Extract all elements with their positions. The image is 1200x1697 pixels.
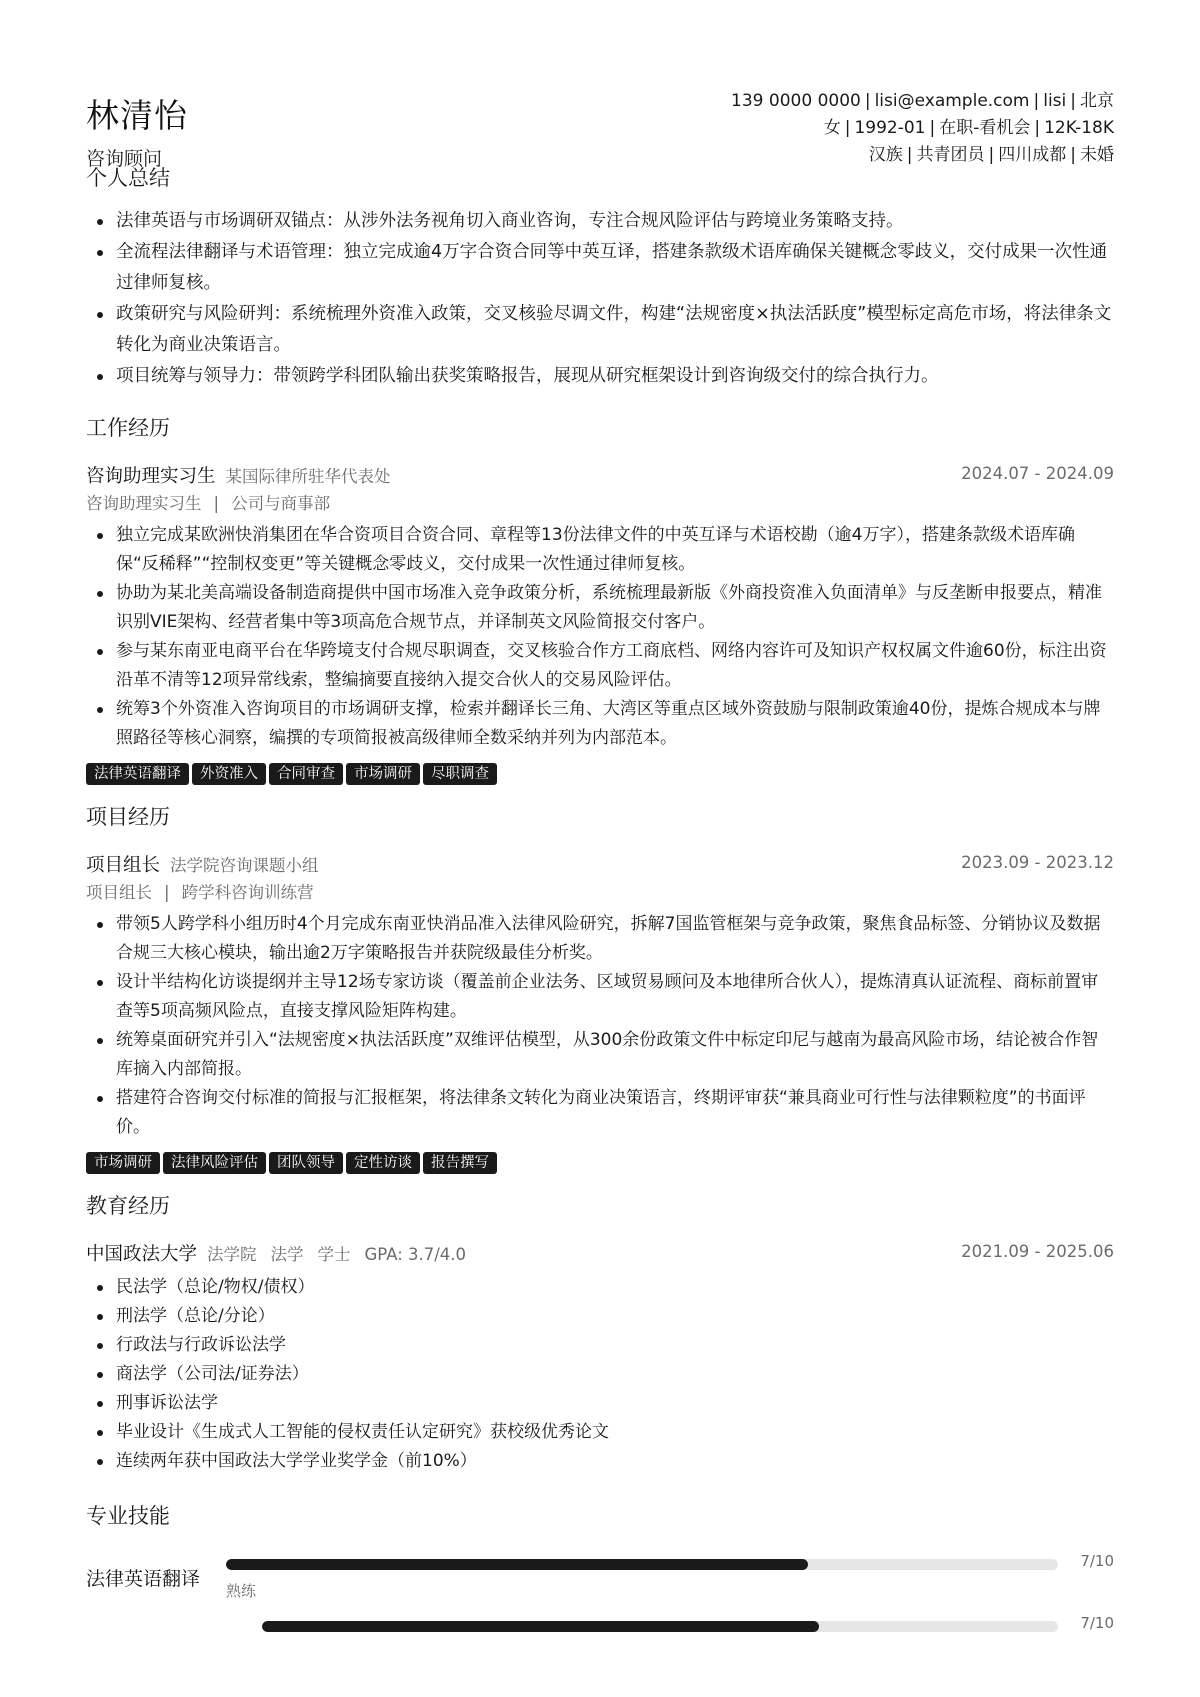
skill-tag: 定性访谈 — [346, 1152, 420, 1174]
major: 法学 — [270, 1245, 304, 1264]
projects-section — [86, 801, 1114, 1178]
skill-tag: 合同审查 — [269, 763, 343, 785]
skill-row — [86, 1614, 1114, 1676]
project-bullet: 搭建符合咨询交付标准的简报与汇报框架，将法律条文转化为商业决策语言，终期评审获“兼具商业可行性与法律颗粒度”的书面评价。 — [116, 1084, 1114, 1142]
project-dates: 2023.09 - 2023.12 — [961, 853, 1114, 872]
work-bullet: 协助为某北美高端设备制造商提供中国市场准入竞争政策分析，系统梳理最新版《外商投资准入负面清单》与反垄断申报要点，精准识别VIE架构、经营者集中等3项高危合规节点，并译制英文风险简报交付客户。 — [116, 579, 1114, 637]
work-sub-dept: 公司与商事部 — [231, 494, 331, 513]
work-position: 咨询助理实习生 — [86, 466, 216, 487]
work-bullet: 独立完成某欧洲快消集团在华合资项目合资合同、章程等13份法律文件的中英互译与术语校勘（逾4万字），搭建条款级术语库确保“反稀释”“控制权变更”等关键概念零歧义，交付成果一次性通过律师复核。 — [116, 521, 1114, 579]
summary-item: 项目统筹与领导力：带领跨学科团队输出获奖策略报告，展现从研究框架设计到咨询级交付的综合执行力。 — [116, 361, 1114, 392]
skill-bar-fill — [226, 1559, 808, 1570]
education-dates: 2021.09 - 2025.06 — [961, 1242, 1114, 1261]
project-org: 法学院咨询课题小组 — [170, 856, 319, 875]
skill-tag: 法律风险评估 — [163, 1152, 266, 1174]
project-sub-dept: 跨学科咨询训练营 — [181, 883, 314, 902]
summary-title: 个人总结 — [86, 166, 170, 190]
phone: 139 0000 0000 — [731, 91, 861, 111]
education-item: 行政法与行政诉讼法学 — [116, 1331, 1114, 1360]
project-sub-role: 项目组长 — [86, 883, 152, 902]
skill-bar-fill — [262, 1621, 819, 1632]
work-subheader: 咨询助理实习生 | 公司与商事部 — [86, 494, 331, 513]
education-item: 毕业设计《生成式人工智能的侵权责任认定研究》获校级优秀论文 — [116, 1418, 1114, 1447]
project-entry-header — [86, 851, 1114, 878]
candidate-name: 林清怡 — [86, 96, 188, 135]
skill-row — [86, 1552, 1114, 1614]
skill-name: 法律英语翻译 — [86, 1568, 201, 1590]
skill-tag: 团队领导 — [269, 1152, 343, 1174]
work-bullet: 参与某东南亚电商平台在华跨境支付合规尽职调查，交叉核验合作方工商底档、网络内容许可及知识产权权属文件逾60份，标注出资沿革不清等12项异常线索，整编摘要直接纳入提交合伙人的交易风险评估。 — [116, 637, 1114, 695]
project-entry — [86, 851, 1114, 1178]
skill-tag: 报告撰写 — [423, 1152, 497, 1174]
marital-status: 未婚 — [1080, 145, 1114, 165]
skill-bar — [226, 1559, 1058, 1570]
work-entry-header — [86, 462, 1114, 489]
summary-item: 全流程法律翻译与术语管理：独立完成逾4万字合资合同等中英互译，搭建条款级术语库确保关键概念零歧义，交付成果一次性通过律师复核。 — [116, 237, 1114, 299]
gpa: GPA: 3.7/4.0 — [364, 1245, 467, 1264]
education-item: 连续两年获中国政法大学学业奖学金（前10%） — [116, 1447, 1114, 1476]
skill-tag: 市场调研 — [86, 1152, 160, 1174]
work-section — [86, 412, 1114, 789]
contact-line-2: 女 | 1992-01 | 在职-看机会 | 12K-18K — [823, 118, 1114, 138]
political-status: 共青团员 — [916, 145, 985, 165]
education-item: 商法学（公司法/证券法） — [116, 1360, 1114, 1389]
work-bullet: 统筹3个外资准入咨询项目的市场调研支撑，检索并翻译长三角、大湾区等重点区域外资鼓励与限制政策逾40份，提炼合规成本与牌照路径等核心洞察，编撰的专项简报被高级律师全数采纳并列为内部范本。 — [116, 695, 1114, 753]
skill-tag: 尽职调查 — [423, 763, 497, 785]
contact-info — [731, 88, 1114, 169]
resume-header — [86, 84, 1114, 170]
work-dates: 2024.07 - 2024.09 — [961, 464, 1114, 483]
skill-level: 熟练 — [226, 1582, 257, 1600]
project-bullet: 设计半结构化访谈提纲并主导12场专家访谈（覆盖前企业法务、区域贸易顾问及本地律所合伙人），提炼清真认证流程、商标前置审查等5项高频风险点，直接支撑风险矩阵构建。 — [116, 968, 1114, 1026]
education-item: 民法学（总论/物权/债权） — [116, 1273, 1114, 1302]
project-tags — [86, 1152, 1114, 1178]
skill-tag: 法律英语翻译 — [86, 763, 189, 785]
work-sub-role: 咨询助理实习生 — [86, 494, 202, 513]
education-list — [86, 1273, 1114, 1476]
summary-item: 法律英语与市场调研双锚点：从涉外法务视角切入商业咨询，专注合规风险评估与跨境业务策略支持。 — [116, 206, 1114, 237]
education-entry-header — [86, 1240, 1114, 1267]
project-position: 项目组长 — [86, 855, 161, 876]
contact-line-3: 汉族 | 共青团员 | 四川成都 | 未婚 — [868, 145, 1114, 165]
work-bullets — [86, 521, 1114, 753]
education-title: 教育经历 — [86, 1194, 170, 1218]
skill-tag: 市场调研 — [346, 763, 420, 785]
work-tags — [86, 763, 1114, 789]
work-entry — [86, 462, 1114, 789]
skill-bar — [262, 1621, 1058, 1632]
school-name: 中国政法大学 — [86, 1244, 198, 1265]
skill-score: 7/10 — [1080, 1614, 1114, 1632]
summary-item: 政策研究与风险研判：系统梳理外资准入政策，交叉核验尽调文件，构建“法规密度×执法活跃度”模型标定高危市场，将法律条文转化为商业决策语言。 — [116, 299, 1114, 361]
email: lisi@example.com — [874, 91, 1030, 111]
college: 法学院 — [207, 1245, 257, 1264]
gender: 女 — [823, 118, 841, 138]
project-bullet: 带领5人跨学科小组历时4个月完成东南亚快消品准入法律风险研究，拆解7国监管框架与竞争政策，聚焦食品标签、分销协议及数据合规三大核心模块，输出逾2万字策略报告并获院级最佳分析奖。 — [116, 910, 1114, 968]
project-subheader: 项目组长 | 跨学科咨询训练营 — [86, 883, 314, 902]
birth-date: 1992-01 — [854, 118, 926, 138]
skill-score: 7/10 — [1080, 1552, 1114, 1570]
job-status: 在职-看机会 — [939, 118, 1031, 138]
education-item: 刑法学（总论/分论） — [116, 1302, 1114, 1331]
city: 北京 — [1080, 91, 1114, 111]
candidate-role: 咨询顾问 — [86, 148, 163, 170]
project-bullet: 统筹桌面研究并引入“法规密度×执法活跃度”双维评估模型，从300余份政策文件中标定印尼与越南为最高风险市场，结论被合作智库摘入内部简报。 — [116, 1026, 1114, 1084]
work-org: 某国际律所驻华代表处 — [225, 467, 391, 486]
skills-section — [86, 1500, 1114, 1676]
summary-list — [86, 206, 1114, 392]
work-title: 工作经历 — [86, 416, 170, 440]
wechat-id: lisi — [1043, 91, 1067, 111]
hometown: 四川成都 — [998, 145, 1067, 165]
education-section — [86, 1190, 1114, 1476]
projects-title: 项目经历 — [86, 805, 170, 829]
skills-title: 专业技能 — [86, 1504, 170, 1528]
ethnicity: 汉族 — [868, 145, 903, 165]
salary-expectation: 12K-18K — [1044, 118, 1114, 138]
skill-tag: 外资准入 — [192, 763, 266, 785]
education-item: 刑事诉讼法学 — [116, 1389, 1114, 1418]
contact-line-1: 139 0000 0000 | lisi@example.com | lisi | 北京 — [731, 91, 1114, 111]
education-entry — [86, 1240, 1114, 1476]
summary-section — [86, 162, 1114, 392]
degree: 学士 — [317, 1245, 351, 1264]
project-bullets — [86, 910, 1114, 1142]
